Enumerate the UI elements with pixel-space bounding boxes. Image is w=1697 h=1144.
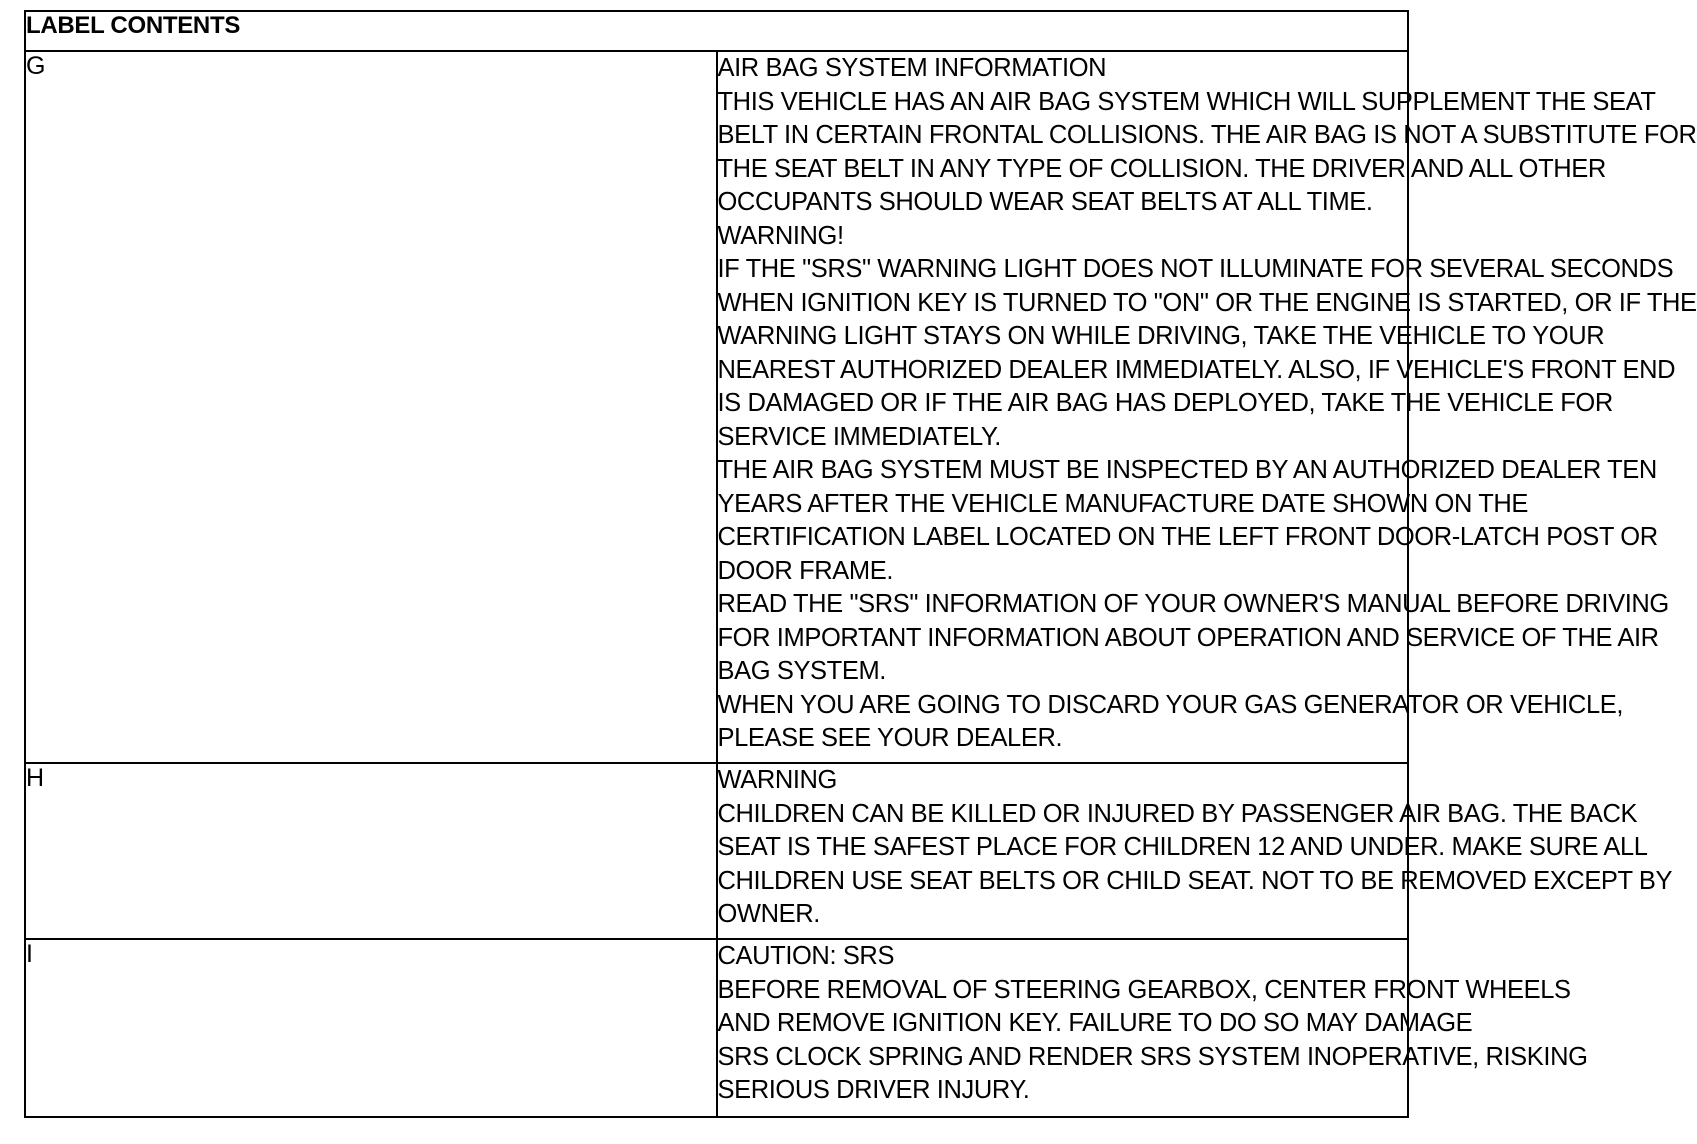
contents-line: YEARS AFTER THE VEHICLE MANUFACTURE DATE SHOWN ON THE (717, 489, 1529, 518)
contents-line: PLEASE SEE YOUR DEALER. (717, 724, 1063, 752)
contents-line: OCCUPANTS SHOULD WEAR SEAT BELTS AT ALL TIME. (717, 188, 1373, 216)
contents-line: SEAT IS THE SAFEST PLACE FOR CHILDREN 12 AND UNDER. MAKE SURE ALL (717, 833, 1648, 861)
contents-line: DOOR FRAME. (717, 556, 894, 585)
contents-line: BEFORE REMOVAL OF STEERING GEARBOX, CENTER FRONT WHEELS (717, 975, 1571, 1004)
label-id-h: H (25, 763, 717, 939)
contents-line: CHILDREN USE SEAT BELTS OR CHILD SEAT. NOT TO BE REMOVED EXCEPT BY (717, 866, 1673, 895)
contents-line: SERIOUS DRIVER INJURY. (717, 1076, 1030, 1104)
contents-line: THE SEAT BELT IN ANY TYPE OF COLLISION. THE DRIVER AND ALL OTHER (717, 154, 1606, 183)
table-row (25, 939, 1408, 1117)
contents-line: WHEN YOU ARE GOING TO DISCARD YOUR GAS GENERATOR OR VEHICLE, (717, 690, 1624, 719)
contents-line: CERTIFICATION LABEL LOCATED ON THE LEFT FRONT DOOR-LATCH POST OR (717, 523, 1658, 551)
table-header-row (25, 11, 1408, 51)
table-row (25, 763, 1408, 939)
contents-line: WARNING! (717, 221, 844, 250)
contents-line: OWNER. (717, 900, 820, 928)
table-title: LABEL CONTENTS (25, 11, 1408, 51)
contents-line: SRS CLOCK SPRING AND RENDER SRS SYSTEM INOPERATIVE, RISKING (717, 1042, 1588, 1071)
contents-line: NEAREST AUTHORIZED DEALER IMMEDIATELY. ALSO, IF VEHICLE'S FRONT END (717, 355, 1676, 384)
contents-line: CHILDREN CAN BE KILLED OR INJURED BY PASSENGER AIR BAG. THE BACK (717, 799, 1638, 828)
label-contents-g (717, 51, 1697, 763)
contents-line: THE AIR BAG SYSTEM MUST BE INSPECTED BY AN AUTHORIZED DEALER TEN (717, 456, 1657, 484)
contents-line: THIS VEHICLE HAS AN AIR BAG SYSTEM WHICH WILL SUPPLEMENT THE SEAT (717, 87, 1656, 116)
contents-line: BELT IN CERTAIN FRONTAL COLLISIONS. THE AIR BAG IS NOT A SUBSTITUTE FOR (717, 121, 1697, 149)
contents-line: IS DAMAGED OR IF THE AIR BAG HAS DEPLOYED, TAKE THE VEHICLE FOR (717, 389, 1613, 417)
contents-line: CAUTION: SRS (717, 942, 895, 970)
contents-line: READ THE "SRS" INFORMATION OF YOUR OWNER'S MANUAL BEFORE DRIVING (717, 590, 1669, 618)
label-contents-table (24, 10, 1697, 1118)
contents-line: WHEN IGNITION KEY IS TURNED TO "ON" OR THE ENGINE IS STARTED, OR IF THE (717, 288, 1697, 317)
label-id-i: I (25, 939, 717, 1117)
table-row (25, 51, 1408, 763)
contents-line: FOR IMPORTANT INFORMATION ABOUT OPERATION AND SERVICE OF THE AIR (717, 623, 1659, 652)
contents-line: SERVICE IMMEDIATELY. (717, 422, 1001, 451)
contents-line: BAG SYSTEM. (717, 657, 886, 685)
contents-line: WARNING LIGHT STAYS ON WHILE DRIVING, TAKE THE VEHICLE TO YOUR (717, 322, 1605, 350)
label-id-g: G (25, 51, 717, 763)
label-contents-i (717, 939, 1588, 1117)
label-contents-h (717, 763, 1673, 939)
contents-line: WARNING (717, 766, 837, 794)
contents-line: IF THE "SRS" WARNING LIGHT DOES NOT ILLUMINATE FOR SEVERAL SECONDS (717, 255, 1674, 283)
contents-line: AND REMOVE IGNITION KEY. FAILURE TO DO SO MAY DAMAGE (717, 1009, 1473, 1037)
contents-line: AIR BAG SYSTEM INFORMATION (717, 54, 1107, 82)
